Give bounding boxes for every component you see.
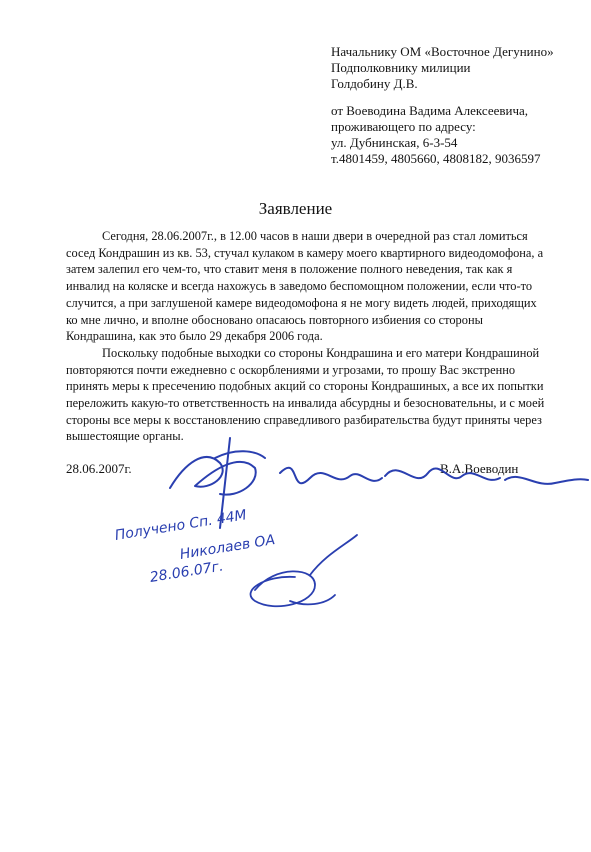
body-line: затем залепил его чем-то, что ставит меня в положение полного неведения, так как я (66, 262, 513, 277)
signature-date: 28.06.2007г. (66, 461, 132, 476)
handwritten-officer-name: Николаев ОА (178, 532, 277, 563)
body-line: случится, а при заглушеной камере видеодомофона я не могу видеть людей, приходящих (66, 295, 537, 310)
addressee-line: Начальнику ОМ «Восточное Дегунино» (331, 44, 554, 59)
body-line: Сегодня, 28.06.2007г., в 12.00 часов в наши двери в очередной раз стал ломиться (102, 229, 528, 243)
body-line: ко мне лично, и вполне обосновано опасаюсь повторного избиения со стороны (66, 312, 483, 327)
paragraph-1 (66, 228, 561, 345)
document-title: Заявление (258, 199, 333, 218)
addressee-block (331, 44, 554, 92)
sender-line: т.4801459, 4805660, 4808182, 9036597 (331, 151, 541, 166)
handwritten-received-note: Получено Сп. 44М (113, 507, 248, 544)
sender-line: ул. Дубнинская, 6-3-54 (331, 135, 458, 150)
body-line: инвалид на коляске и всегда нахожусь в заведомо беспомощном положении, если что-то (66, 279, 533, 294)
statement-body (66, 228, 561, 445)
signer-name: В.А.Воеводин (440, 461, 519, 476)
body-line: стороны все меры к восстановлению справедливого разбирательства будут приняты через (66, 412, 542, 427)
addressee-line: Голдобину Д.В. (331, 76, 418, 91)
sender-line: от Воеводина Вадима Алексеевича, (331, 103, 529, 118)
sender-block (331, 103, 540, 167)
body-line: переложить какую-то ответственность на инвалида абсурдны и безосновательны, и с моей (66, 396, 545, 411)
sender-line: проживающего по адресу: (331, 119, 476, 134)
handwritten-date: 28.06.07г. (148, 558, 225, 586)
body-line: вышестоящие органы. (66, 429, 184, 444)
body-line: Поскольку подобные выходки со стороны Кондрашина и его матери Кондрашиной (102, 345, 540, 360)
addressee-line: Подполковнику милиции (331, 60, 471, 75)
body-line: принять меры к пресечению подобных акций со стороны Кондрашиных, а все их попытки (66, 379, 544, 394)
body-line: Кондрашина, как это было 29 декабря 2006 года. (66, 329, 323, 344)
body-line: повторяются почти ежедневно с оскорблениями и угрозами, то прошу Вас экстренно (66, 362, 516, 377)
body-line: сосед Кондрашин из кв. 53, стучал кулаком в камеру моего квартирного видеодомофона, а (66, 245, 544, 260)
